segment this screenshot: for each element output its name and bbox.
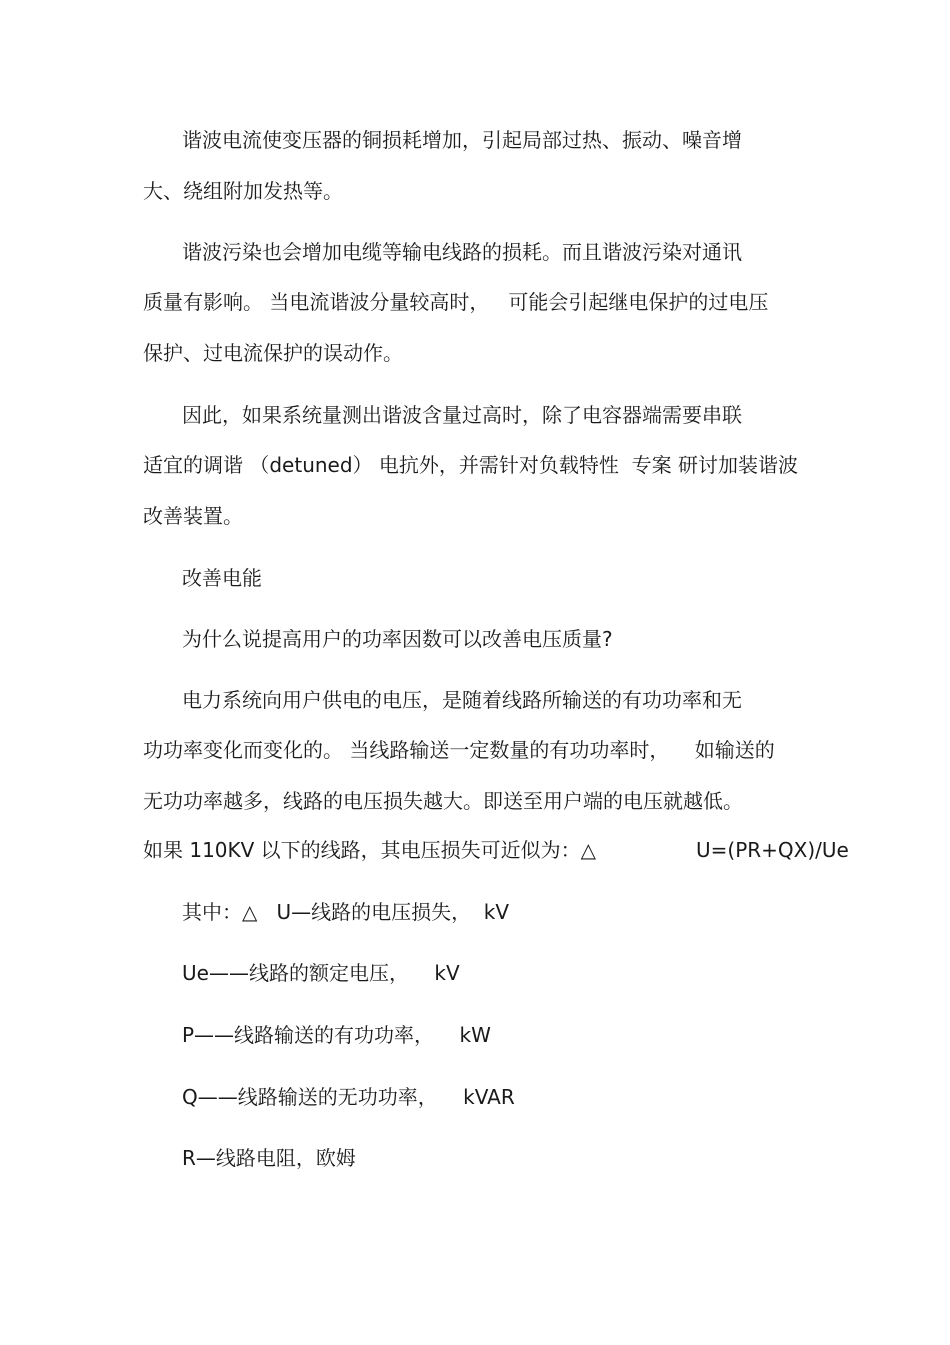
paragraph-line: 电力系统向用户供电的电压，是随着线路所输送的有功功率和无 [182,688,742,712]
paragraph-line: 谐波电流使变压器的铜损耗增加，引起局部过热、振动、噪音增 [182,128,742,152]
paragraph-line: 改善装置。 [143,504,243,528]
question-heading: 为什么说提高用户的功率因数可以改善电压质量? [182,627,613,651]
paragraph-line: 谐波污染也会增加电缆等输电线路的损耗。而且谐波污染对通讯 [182,240,742,264]
definition-line: Q——线路输送的无功功率， kVAR [182,1085,515,1109]
definition-line: 其中：△ U—线路的电压损失， kV [182,900,510,924]
definition-line: P——线路输送的有功功率， kW [182,1023,491,1047]
paragraph-line: 如果 110KV 以下的线路，其电压损失可近似为：△ [143,838,597,862]
paragraph-line: 质量有影响。 当电流谐波分量较高时， 可能会引起继电保护的过电压 [143,290,769,314]
paragraph-line: 因此，如果系统量测出谐波含量过高时，除了电容器端需要串联 [182,403,742,427]
paragraph-line: 大、绕组附加发热等。 [143,179,343,203]
definition-line: R—线路电阻，欧姆 [182,1146,356,1170]
formula: U=(PR+QX)/Ue [696,838,849,862]
paragraph-line: 功功率变化而变化的。 当线路输送一定数量的有功功率时， 如输送的 [143,738,775,762]
paragraph-line: 适宜的调谐 （detuned） 电抗外，并需针对负载特性 专案 研讨加装谐波 [143,453,798,477]
section-heading: 改善电能 [182,566,262,590]
paragraph-line: 保护、过电流保护的误动作。 [143,341,403,365]
definition-line: Ue——线路的额定电压， kV [182,961,460,985]
paragraph-line: 无功功率越多，线路的电压损失越大。即送至用户端的电压就越低。 [143,789,743,813]
